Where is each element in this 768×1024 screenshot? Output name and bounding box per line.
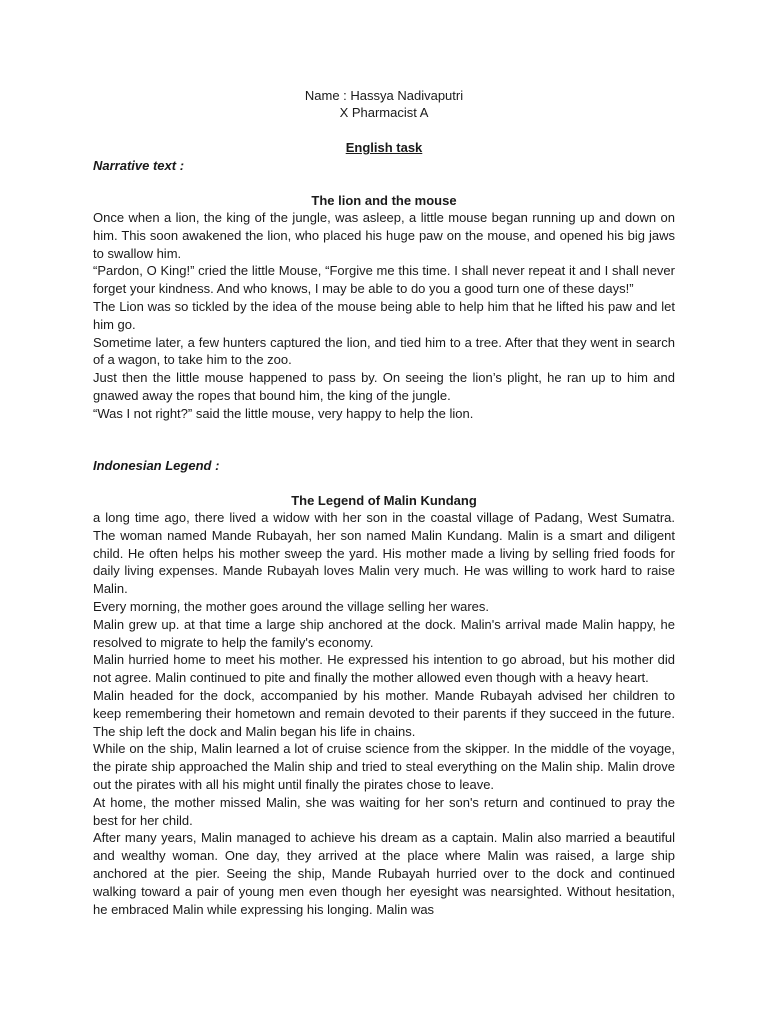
narrative-paragraph: Once when a lion, the king of the jungle, was asleep, a little mouse began running up and down on him. This soon awakened the lion, who placed his huge paw on the mouse, and opened his big jaws to swallow him. <box>93 210 675 261</box>
narrative-paragraph: Just then the little mouse happened to pass by. On seeing the lion’s plight, he ran up to him and gnawed away the ropes that bound him, the king of the jungle. <box>93 370 675 403</box>
legend-paragraph: At home, the mother missed Malin, she was waiting for her son's return and continued to pray the best for her child. <box>93 794 675 828</box>
task-title-wrap <box>0 139 768 156</box>
legend-label: Indonesian Legend : <box>93 458 220 473</box>
legend-paragraph: Malin hurried home to meet his mother. He expressed his intention to go abroad, but his mother did not agree. Malin continued to pite and finally the mother allowed even though with a heavy heart. <box>93 652 675 686</box>
legend-paragraph: Malin grew up. at that time a large ship anchored at the dock. Malin's arrival made Malin happy, he resolved to migrate to help the family's economy. <box>93 616 675 650</box>
legend-body <box>93 509 675 918</box>
narrative-body <box>93 209 675 423</box>
legend-paragraph: While on the ship, Malin learned a lot of cruise science from the skipper. In the middle of the voyage, the pirate ship approached the Malin ship and tried to steal everything on the Malin ship. Malin drove out the pirates with all his might until finally the pirates chose to leave. <box>93 741 675 792</box>
student-name: Name : Hassya Nadivaputri <box>304 88 464 103</box>
narrative-paragraph: Sometime later, a few hunters captured the lion, and tied him to a tree. After that they went in search of a wagon, to take him to the zoo. <box>93 334 675 368</box>
legend-story-title: The Legend of Malin Kundang <box>291 493 477 508</box>
narrative-paragraph: The Lion was so tickled by the idea of the mouse being able to help him that he lifted his paw and let him go. <box>93 298 675 332</box>
legend-paragraph: After many years, Malin managed to achieve his dream as a captain. Malin also married a beautiful and wealthy woman. One day, they arrived at the place where Malin was raised, a large ship anchored at the pier. Seeing the ship, Mande Rubayah hurried over to the dock and continued walking toward a pair of young men even though her eyesight was nearsighted. Without hesitation, he embraced Malin while expressing his longing. Malin was <box>93 830 675 917</box>
legend-paragraph: Every morning, the mother goes around the village selling her wares. <box>93 598 489 614</box>
student-class: X Pharmacist A <box>339 105 429 120</box>
narrative-paragraph: “Pardon, O King!” cried the little Mouse, “Forgive me this time. I shall never repeat it and I shall never forget your kindness. And who knows, I may be able to do you a good turn one of these days!” <box>93 263 675 297</box>
narrative-story-title: The lion and the mouse <box>311 193 457 208</box>
narrative-paragraph: “Was I not right?” said the little mouse, very happy to help the lion. <box>93 405 474 421</box>
legend-paragraph: a long time ago, there lived a widow with her son in the coastal village of Padang, West Sumatra. The woman named Mande Rubayah, her son named Malin Kundang. Malin is a smart and diligent child. He often helps his mother sweep the yard. His mother made a living by selling fried foods for daily living expenses. Mande Rubayah loves Malin very much. He was willing to work hard to raise Malin. <box>93 510 675 597</box>
legend-paragraph: Malin headed for the dock, accompanied by his mother. Mande Rubayah advised her children to keep remembering their hometown and remain devoted to their parents if they succeed in the future. The ship left the dock and Malin began his life in chains. <box>93 687 675 739</box>
task-title: English task <box>345 140 423 155</box>
narrative-label: Narrative text : <box>93 158 185 173</box>
